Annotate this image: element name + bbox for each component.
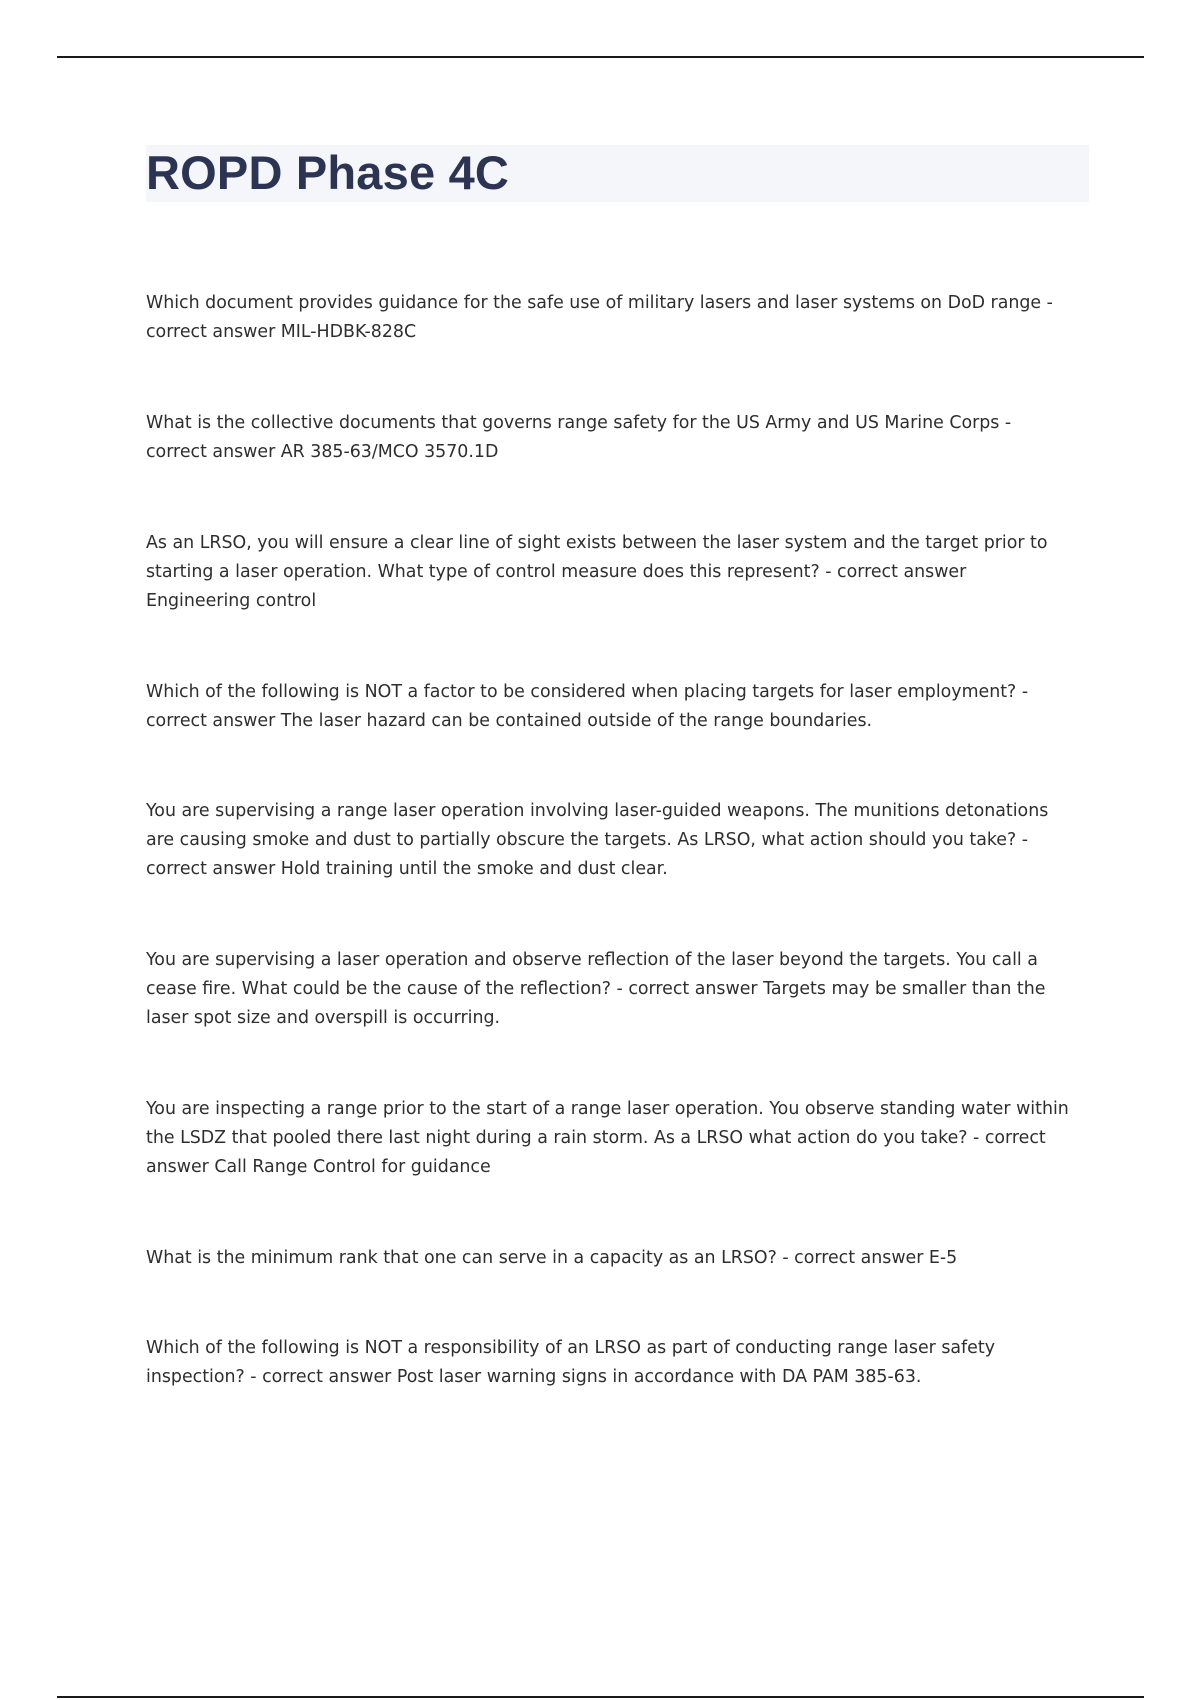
answer-text: correct answer The laser hazard can be contained outside of the range boundaries. [146, 711, 873, 731]
page-title: ROPD Phase 4C [146, 146, 510, 199]
question-text: As an LRSO, you will ensure a clear line of sight exists between the laser system and the target prior to starting a laser operation. What type of control measure does this represent? - [146, 533, 1048, 582]
answer-text: correct answer Engineering control [146, 562, 967, 611]
question-text: What is the collective documents that governs range safety for the US Army and US Marine Corps - [146, 413, 1012, 433]
answer-text: correct answer Call Range Control for guidance [146, 1128, 1046, 1177]
question-text: Which document provides guidance for the safe use of military lasers and laser systems on DoD range - [146, 293, 1053, 313]
bottom-divider [57, 1696, 1144, 1698]
question-text: You are inspecting a range prior to the start of a range laser operation. You observe standing water within the LSDZ that pooled there last night during a rain storm. As a LRSO what action do you take? - [146, 1099, 1069, 1148]
answer-text: correct answer Post laser warning signs in accordance with DA PAM 385-63. [262, 1367, 922, 1387]
qa-item [146, 797, 1076, 884]
answer-text: correct answer AR 385-63/MCO 3570.1D [146, 442, 499, 462]
question-text: What is the minimum rank that one can serve in a capacity as an LRSO? - [146, 1248, 789, 1268]
question-text: Which of the following is NOT a responsibility of an LRSO as part of conducting range laser safety inspection? - [146, 1338, 995, 1387]
qa-item [146, 1244, 1076, 1273]
question-text: Which of the following is NOT a factor to be considered when placing targets for laser employment? - [146, 682, 1029, 702]
question-text: You are supervising a range laser operation involving laser-guided weapons. The munitions detonations are causing smoke and dust to partially obscure the targets. As LRSO, what action should you take? - [146, 801, 1049, 850]
answer-text: correct answer E-5 [794, 1248, 958, 1268]
qa-item [146, 529, 1076, 616]
qa-item [146, 1095, 1076, 1182]
answer-text: correct answer Hold training until the smoke and dust clear. [146, 859, 668, 879]
qa-item [146, 946, 1076, 1033]
question-text: You are supervising a laser operation and observe reflection of the laser beyond the targets. You call a cease fire. What could be the cause of the reflection? - [146, 950, 1038, 999]
qa-item [146, 409, 1076, 467]
top-divider [57, 56, 1144, 58]
answer-text: correct answer MIL-HDBK-828C [146, 322, 417, 342]
qa-item [146, 1334, 1076, 1392]
qa-item [146, 678, 1076, 736]
answer-text: correct answer Targets may be smaller than the laser spot size and overspill is occurring. [146, 979, 1046, 1028]
qa-item [146, 289, 1076, 347]
